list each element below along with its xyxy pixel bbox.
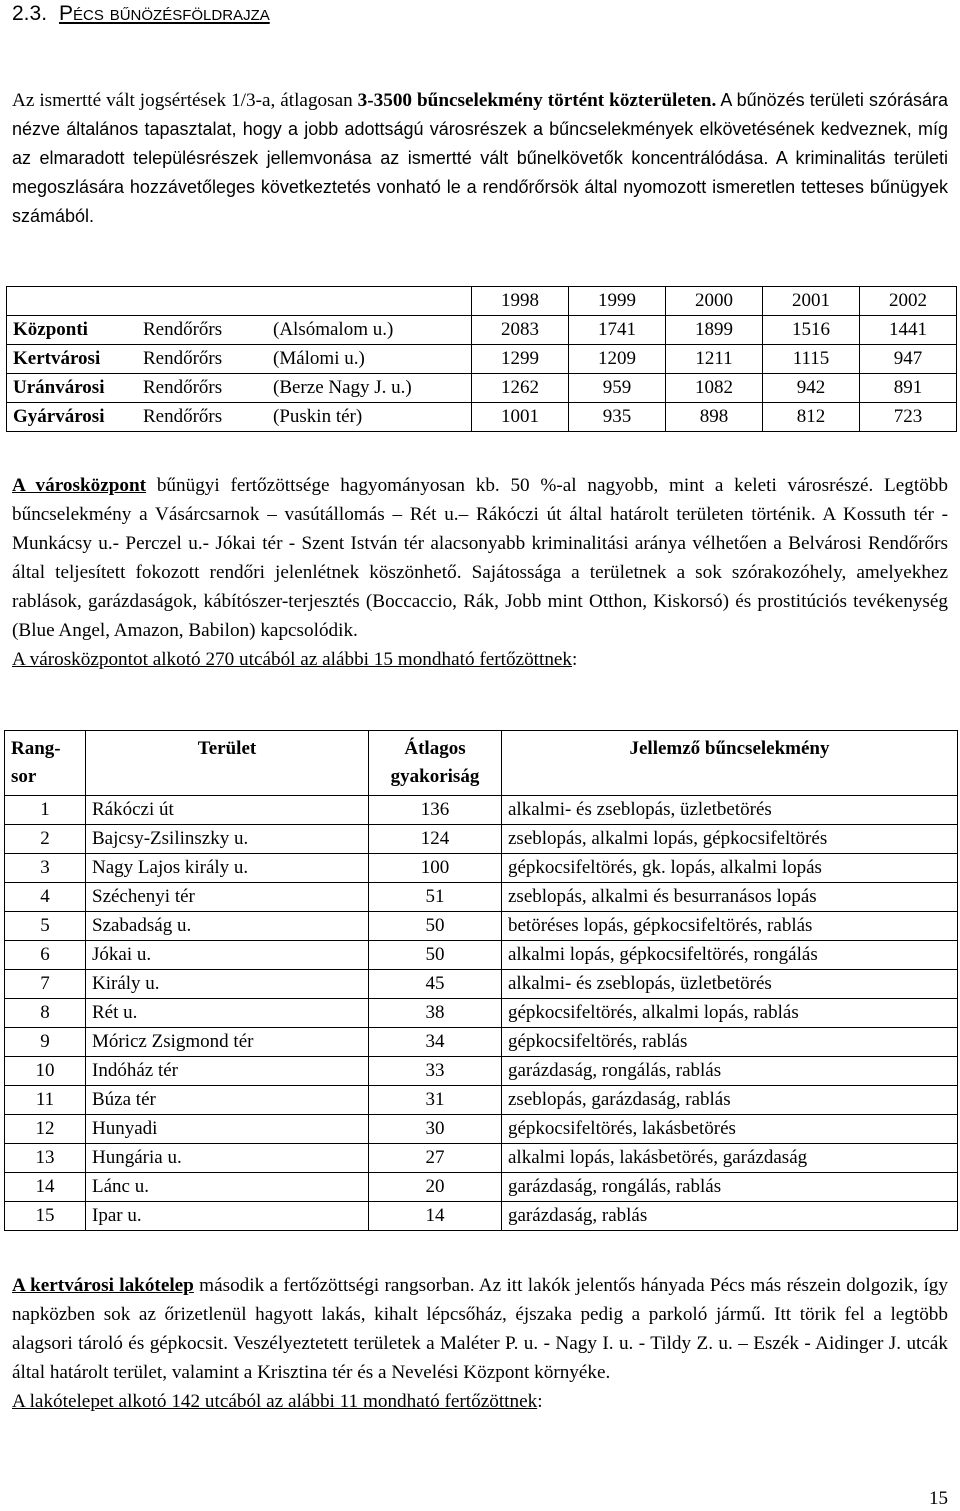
ranking-row: [5, 825, 958, 854]
crime-cell: alkalmi lopás, gépkocsifeltörés, rongálás: [502, 941, 958, 970]
frequency-cell: 45: [369, 970, 502, 999]
area-cell: Király u.: [86, 970, 369, 999]
frequency-cell: 30: [369, 1115, 502, 1144]
rank-cell: 5: [5, 912, 86, 941]
page-number: 15: [929, 1488, 948, 1509]
station-value: 1262: [472, 374, 569, 403]
crime-cell: garázdaság, rongálás, rablás: [502, 1173, 958, 1202]
crime-cell: garázdaság, rongálás, rablás: [502, 1057, 958, 1086]
ranking-row: [5, 1144, 958, 1173]
crime-cell: gépkocsifeltörés, alkalmi lopás, rablás: [502, 999, 958, 1028]
frequency-cell: 31: [369, 1086, 502, 1115]
station-label: Rendőrőrs: [143, 406, 223, 427]
year-2000: 2000: [666, 287, 763, 316]
station-value: 1441: [860, 316, 957, 345]
rank-cell: 1: [5, 796, 86, 825]
rank-cell: 4: [5, 883, 86, 912]
area-cell: Lánc u.: [86, 1173, 369, 1202]
station-row: [7, 316, 957, 345]
ranking-table: [4, 730, 958, 1231]
ranking-row: [5, 999, 958, 1028]
station-header-row: [7, 287, 957, 316]
kertvaros-paragraph: [12, 1271, 948, 1416]
year-2001: 2001: [763, 287, 860, 316]
frequency-cell: 50: [369, 941, 502, 970]
station-label: Rendőrőrs: [143, 377, 223, 398]
station-address: (Berze Nagy J. u.): [273, 377, 412, 398]
crime-cell: garázdaság, rablás: [502, 1202, 958, 1231]
station-row: [7, 374, 957, 403]
area-cell: Indóház tér: [86, 1057, 369, 1086]
station-value: 891: [860, 374, 957, 403]
crime-header: Jellemző bűncselekmény: [502, 731, 958, 796]
ranking-row: [5, 1202, 958, 1231]
rank-header: Rang- sor: [5, 731, 86, 796]
area-header: Terület: [86, 731, 369, 796]
crime-cell: gépkocsifeltörés, rablás: [502, 1028, 958, 1057]
area-cell: Ipar u.: [86, 1202, 369, 1231]
frequency-cell: 100: [369, 854, 502, 883]
frequency-cell: 50: [369, 912, 502, 941]
rank-cell: 10: [5, 1057, 86, 1086]
station-name: Kertvárosi: [13, 348, 101, 369]
area-cell: Rákóczi út: [86, 796, 369, 825]
crime-cell: alkalmi- és zseblopás, üzletbetörés: [502, 970, 958, 999]
station-value: 1516: [763, 316, 860, 345]
station-value: 1211: [666, 345, 763, 374]
crime-cell: gépkocsifeltörés, gk. lopás, alkalmi lopás: [502, 854, 958, 883]
kertvaros-colon: :: [537, 1391, 543, 1412]
city-center-paragraph: [12, 471, 948, 674]
year-2002: 2002: [860, 287, 957, 316]
rank-cell: 15: [5, 1202, 86, 1231]
station-value: 812: [763, 403, 860, 432]
area-cell: Hunyadi: [86, 1115, 369, 1144]
area-cell: Szabadság u.: [86, 912, 369, 941]
crime-cell: zseblopás, alkalmi lopás, gépkocsifeltörés: [502, 825, 958, 854]
section-title: Pécs bűnözésföldrajza: [59, 2, 270, 25]
year-1999: 1999: [569, 287, 666, 316]
station-value: 723: [860, 403, 957, 432]
station-value: 898: [666, 403, 763, 432]
ranking-row: [5, 1028, 958, 1057]
station-label: Rendőrőrs: [143, 348, 223, 369]
crime-cell: zseblopás, alkalmi és besurranásos lopás: [502, 883, 958, 912]
kertvaros-lead: A kertvárosi lakótelep: [12, 1275, 194, 1296]
frequency-cell: 34: [369, 1028, 502, 1057]
intro-text-a: Az ismertté vált jogsértések 1/3-a, átlagosan: [12, 90, 358, 111]
crime-cell: gépkocsifeltörés, lakásbetörés: [502, 1115, 958, 1144]
station-address: (Alsómalom u.): [273, 319, 394, 340]
frequency-cell: 20: [369, 1173, 502, 1202]
city-center-colon: :: [572, 649, 578, 670]
station-value: 1082: [666, 374, 763, 403]
station-address: (Málomi u.): [273, 348, 365, 369]
kertvaros-list-intro: A lakótelepet alkotó 142 utcából az alábbi 11 mondható fertőzöttnek: [12, 1391, 538, 1412]
ranking-row: [5, 912, 958, 941]
ranking-row: [5, 1057, 958, 1086]
kertvaros-text: második a fertőzöttségi rangsorban. Az itt lakók jelentős hányada Pécs más részein dolgozik, így napközben sok az őrizetlenül hagyott lakás, kihalt lépcsőház, éjszaka pedig a parkoló jármű. Itt törik fel a legtöbb alagsori tároló és gépkocsit. Veszélyeztetett területek a Maléter P. u. - Nagy I. u. - Tildy Z. u. – Eszék - Aidinger J. utcák által határolt terület, valamint a Krisztina tér és a Nevelési Központ környéke.: [12, 1275, 948, 1383]
station-value: 1741: [569, 316, 666, 345]
frequency-cell: 38: [369, 999, 502, 1028]
ranking-body: [5, 796, 958, 1231]
frequency-cell: 136: [369, 796, 502, 825]
station-value: 1001: [472, 403, 569, 432]
intro-paragraph: [12, 86, 948, 231]
station-name: Uránvárosi: [13, 377, 105, 398]
frequency-cell: 27: [369, 1144, 502, 1173]
frequency-cell: 51: [369, 883, 502, 912]
rank-cell: 2: [5, 825, 86, 854]
station-value: 1899: [666, 316, 763, 345]
crime-cell: alkalmi- és zseblopás, üzletbetörés: [502, 796, 958, 825]
ranking-row: [5, 796, 958, 825]
area-cell: Hungária u.: [86, 1144, 369, 1173]
ranking-row: [5, 883, 958, 912]
station-value: 2083: [472, 316, 569, 345]
section-heading: [12, 2, 270, 26]
frequency-header: Átlagos gyakoriság: [369, 731, 502, 796]
frequency-cell: 124: [369, 825, 502, 854]
rank-cell: 3: [5, 854, 86, 883]
frequency-cell: 33: [369, 1057, 502, 1086]
station-value: 1209: [569, 345, 666, 374]
crime-cell: zseblopás, garázdaság, rablás: [502, 1086, 958, 1115]
ranking-row: [5, 1115, 958, 1144]
frequency-cell: 14: [369, 1202, 502, 1231]
rank-cell: 7: [5, 970, 86, 999]
police-station-table: [6, 286, 957, 432]
station-header-blank: [7, 287, 472, 316]
rank-cell: 9: [5, 1028, 86, 1057]
area-cell: Móricz Zsigmond tér: [86, 1028, 369, 1057]
section-number: 2.3.: [12, 2, 48, 25]
area-cell: Búza tér: [86, 1086, 369, 1115]
rank-cell: 14: [5, 1173, 86, 1202]
area-cell: Széchenyi tér: [86, 883, 369, 912]
area-cell: Rét u.: [86, 999, 369, 1028]
crime-cell: alkalmi lopás, lakásbetörés, garázdaság: [502, 1144, 958, 1173]
year-1998: 1998: [472, 287, 569, 316]
crime-cell: betöréses lopás, gépkocsifeltörés, rablás: [502, 912, 958, 941]
station-name: Gyárvárosi: [13, 406, 105, 427]
station-row: [7, 345, 957, 374]
ranking-row: [5, 854, 958, 883]
rank-cell: 13: [5, 1144, 86, 1173]
ranking-row: [5, 1173, 958, 1202]
station-value: 1299: [472, 345, 569, 374]
area-cell: Jókai u.: [86, 941, 369, 970]
ranking-row: [5, 1086, 958, 1115]
city-center-lead: A városközpont: [12, 475, 147, 496]
station-value: 1115: [763, 345, 860, 374]
station-name: Központi: [13, 319, 88, 340]
intro-emphasis: 3-3500 bűncselekmény történt közterületen.: [357, 90, 717, 111]
station-value: 935: [569, 403, 666, 432]
city-center-text: bűnügyi fertőzöttsége hagyományosan kb. 50 %-al nagyobb, mint a keleti városrészé. Legtöbb bűncselekmény a Vásárcsarnok – vasútállomás – Rét u.– Rákóczi út által határolt területen történik. A Kossuth tér - Munkácsy u.- Perczel u.- Jókai tér - Szent István tér alacsonyabb kriminalitási aránya vélhetően a Belvárosi Rendőrőrs által teljesített fokozott rendőri jelenlétnek köszönhető. Sajátossága a területnek a sok szórakozóhely, amelyekhez rablások, garázdaságok, kábítószer-terjesztés (Boccaccio, Rák, Jobb mint Otthon, Kiskorsó) és prostitúciós tevékenység (Blue Angel, Amazon, Babilon) kapcsolódik.: [12, 475, 948, 641]
ranking-row: [5, 941, 958, 970]
station-address: (Puskin tér): [273, 406, 363, 427]
ranking-header-row: [5, 731, 958, 796]
rank-cell: 6: [5, 941, 86, 970]
city-center-list-intro: A városközpontot alkotó 270 utcából az alábbi 15 mondható fertőzöttnek: [12, 649, 573, 670]
rank-cell: 12: [5, 1115, 86, 1144]
station-value: 959: [569, 374, 666, 403]
area-cell: Bajcsy-Zsilinszky u.: [86, 825, 369, 854]
station-value: 942: [763, 374, 860, 403]
station-value: 947: [860, 345, 957, 374]
station-label: Rendőrőrs: [143, 319, 223, 340]
intro-text-c: A bűnözés területi szórására nézve általános tapasztalat, hogy a jobb adottságú városrészek a bűncselekmények elkövetésének kedveznek, míg az elmaradott településrészek jellemvonása az ismertté vált bűnelkövetők koncentrálódása. A kriminalitás területi megoszlására hozzávetőleges következtetés vonható le a rendőrőrsök által nyomozott ismeretlen tetteses bűnügyek számából.: [12, 90, 949, 226]
rank-cell: 8: [5, 999, 86, 1028]
ranking-row: [5, 970, 958, 999]
rank-cell: 11: [5, 1086, 86, 1115]
station-row: [7, 403, 957, 432]
area-cell: Nagy Lajos király u.: [86, 854, 369, 883]
